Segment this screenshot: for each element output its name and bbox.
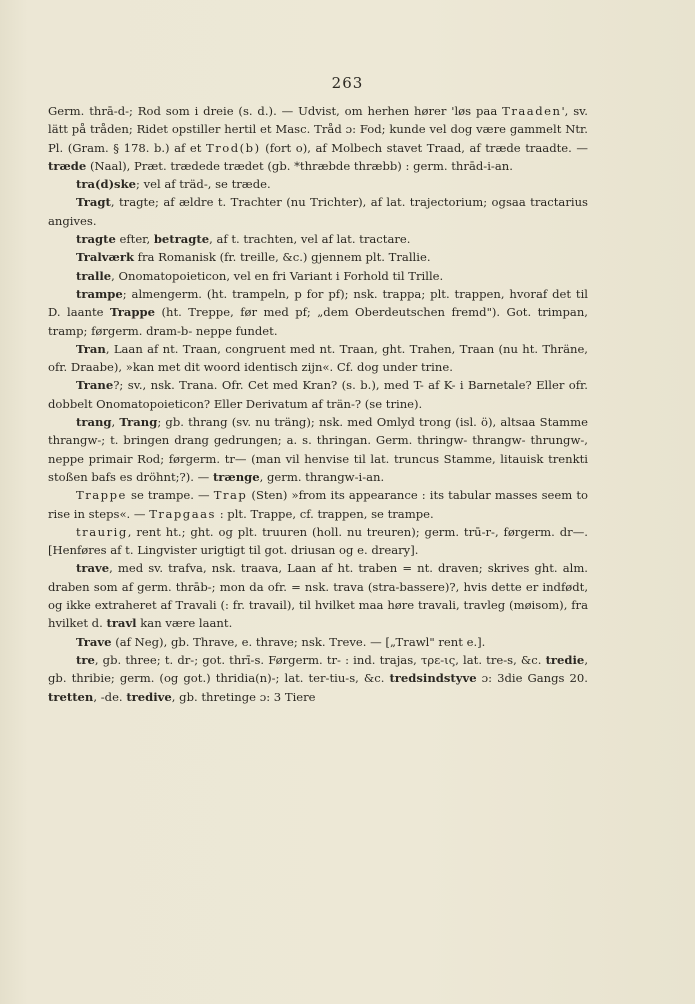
entry-text: ; vel af träd-, se træde.	[136, 177, 271, 192]
headword: Tragt	[76, 195, 111, 210]
dictionary-entry	[48, 376, 588, 413]
dictionary-entry	[48, 413, 588, 486]
entry-text: , af t. trachten, vel af lat. tractare.	[209, 232, 411, 247]
spaced-term: Trap	[213, 488, 248, 503]
entry-text: (ht. Treppe, før med pf; „dem Oberdeutschen fremd"). Got. trimpan, tramp; førgerm. dram-b- neppe fundet.	[48, 305, 588, 338]
headword: tra(d)ske	[76, 177, 136, 192]
entry-text: , gb. thretinge ɔ: 3 Tiere	[171, 689, 316, 704]
dictionary-entry	[48, 175, 588, 193]
headword: tredive	[126, 689, 172, 704]
dictionary-entry	[48, 267, 588, 285]
headword: Trappe	[110, 305, 155, 320]
entry-text: , Onomatopoieticon, vel en fri Variant i Forhold til Trille.	[111, 268, 444, 283]
entry-text: , -de.	[93, 689, 127, 704]
entry-text: ɔ: 3die Gangs 20.	[476, 671, 588, 686]
entry-text: , gb. thribie; germ. (og got.) thridia(n)-; lat. ter-tiu-s, &c.	[48, 652, 588, 686]
headword: tragte	[76, 232, 116, 247]
entry-text: ; gb. thrang (sv. nu träng); nsk. med Omlyd trong (isl. ö), altsaa Stamme thrangw-; t. bringen drang gedrungen; a. s. thringan. Germ. thringw- thrangw- thrungw-, neppe primair Rod; førgerm. tr— (man vil henvise til lat. truncus Stamme, litauisk trenkti stoßen bafs es dröhnt;?). —	[48, 415, 588, 484]
dictionary-entry	[48, 486, 588, 523]
entry-text: se trampe. —	[126, 488, 214, 503]
entry-text: : plt. Trappe, cf. trappen, se trampe.	[216, 506, 434, 521]
entry-text: , germ. thrangw-i-an.	[259, 469, 385, 484]
entry-text: , Laan af nt. Traan, congruent med nt. Traan, ght. Trahen, Traan (nu ht. Thräne, ofr. Draabe), »kan met dit woord identisch zijn«. Cf. dog under trine.	[48, 341, 588, 375]
entry-text: ', sv. lätt på tråden; Ridet opstiller hertil et Masc. Tråd ɔ: Fod; kunde vel dog være gammelt Ntr. Pl. (Gram. § 178. b.) af et	[48, 104, 588, 155]
headword: træde	[48, 158, 87, 173]
headword: Trang	[119, 415, 158, 430]
entry-text: (af Neg), gb. Thrave, e. thrave; nsk. Treve. — [„Trawl" rent e.].	[111, 634, 486, 649]
headword: Tralværk	[76, 250, 134, 265]
dictionary-entry	[48, 340, 588, 377]
dictionary-entry	[48, 193, 588, 230]
entry-text: (Sten) »from its appearance : its tabular masses seem to rise in steps«. —	[48, 488, 588, 521]
headword: betragte	[153, 232, 210, 247]
entry-text: kan være laant.	[136, 616, 233, 631]
dictionary-entry	[48, 285, 588, 340]
spaced-term: traurig	[76, 524, 128, 539]
headword: tredie	[545, 652, 585, 667]
entry-text: Germ. thrā-d-; Rod som i dreie (s. d.). — Udvist, om herhen hører 'løs paa	[48, 104, 503, 118]
dictionary-entry	[48, 633, 588, 651]
entry-text: , med sv. trafva, nsk. traava, Laan af ht. traben = nt. draven; skrives ght. alm. draben som af germ. thrāb-; mon da ofr. = nsk. trava (stra-bassere)?, hvis dette er indfødt, og ikke extraheret af Travali (: fr. travail), til hvilket maa høre travali, travleg (møisom), fra hvilket d.	[48, 561, 588, 631]
headword: trang	[76, 415, 112, 430]
dictionary-text	[48, 102, 588, 706]
dictionary-entry	[48, 248, 588, 266]
dictionary-entry	[48, 651, 588, 706]
headword: Tran	[76, 341, 106, 356]
entry-text: ?; sv., nsk. Trana. Ofr. Cet med Kran? (s. b.), med T- af K- i Barnetale? Eller ofr. dobbelt Onomatopoieticon? Eller Derivatum af trän-? (se trine).	[48, 378, 588, 411]
headword: Trave	[76, 634, 112, 649]
headword: trampe	[76, 286, 123, 301]
spaced-term: Trod(b)	[205, 140, 261, 155]
headword: trave	[76, 561, 110, 576]
entry-text: fra Romanisk (fr. treille, &c.) gjennem plt. Trallie.	[134, 250, 431, 265]
entry-text: ,	[111, 415, 120, 430]
headword: trænge	[212, 469, 260, 484]
dictionary-entry	[48, 523, 588, 560]
dictionary-entry	[48, 559, 588, 632]
entry-text: (Naal), Præt. trædede trædet (gb. *thræbde thræbb) : germ. thrād-i-an.	[86, 158, 513, 173]
headword: Trane	[76, 378, 114, 393]
spaced-term: Traaden	[502, 104, 562, 118]
entry-text: efter,	[115, 232, 154, 247]
spaced-term: Trappe	[76, 488, 127, 503]
entry-text: , rent ht.; ght. og plt. truuren (holl. nu treuren); germ. trū-r-, førgerm. dr—. [Henføres af t. Lingvister urigtigt til got. driusan og e. dreary].	[48, 524, 588, 558]
headword: tretten	[48, 689, 94, 704]
headword: travl	[106, 616, 137, 631]
entry-text: , gb. three; t. dr-; got. thrī-s. Førgerm. tr- : ind. trajas, τρε-ις, lat. tre-s, &c.	[94, 652, 546, 667]
headword: tralle	[76, 268, 112, 283]
entry-text: (fort o), af Molbech stavet Traad, af træde traadte. —	[260, 140, 588, 155]
spaced-term: Trapgaas	[149, 506, 217, 521]
headword: tre	[76, 652, 95, 667]
dictionary-entry	[48, 230, 588, 248]
page-number: 263	[331, 74, 364, 92]
headword: tredsindstyve	[389, 671, 477, 686]
entry-text: ; almengerm. (ht. trampeln, p for pf); nsk. trappa; plt. trappen, hvoraf det til D. laante	[48, 286, 588, 320]
entry-text: , tragte; af ældre t. Trachter (nu Trichter), af lat. trajectorium; ogsaa tractarius angives.	[48, 195, 588, 228]
dictionary-entry	[48, 102, 588, 175]
